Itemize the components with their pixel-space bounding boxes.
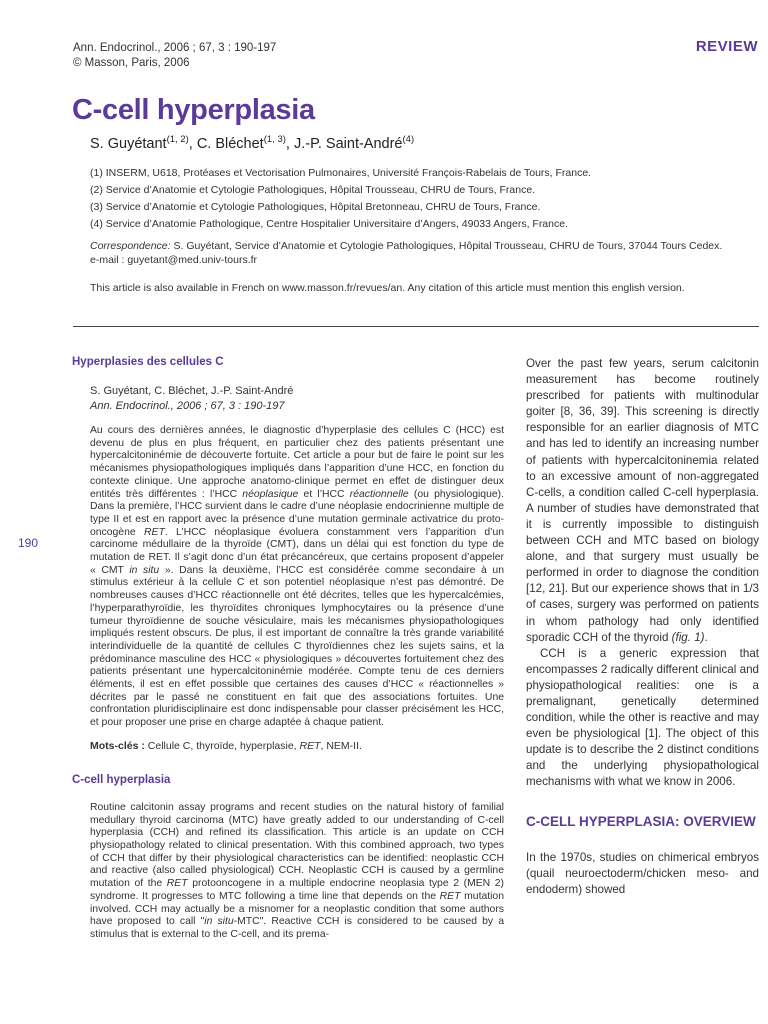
journal-reference [73,41,276,71]
french-abstract-text: Au cours des dernières années, le diagnostic d’hyperplasie des cellules C (HCC) est devenu de plus en plus fréquent, en particulier chez des patients présentant une hypercalcitoninémie de découverte fortuite. Cet article a pour but de faire le point sur les mécanismes physiopathologiques impliqués dans l’apparition d’une HCC, en fonction du contexte clinique. Une approche anatomo-clinique permet en effet de distinguer deux entités très différentes : l’HCC néoplasique et l’HCC réactionnelle (ou physiologique). Dans la première, l’HCC survient dans le cadre d’une néoplasie endocrinienne multiple de type II et est en rapport avec la présence d’une mutation germinale activatrice du proto-oncogène RET. L’HCC néoplasique évoluera constamment vers l’apparition d’un carcinome médullaire de la thyroïde (CMT), dans un délai qui est fonction du type de mutation de RET. Il s’agit donc d’un état précancéreux, que certains proposent d’appeler « CMT in situ ». Dans la deuxième, l’HCC est considérée comme secondaire à un stimulus extérieur à la cellule C et son potentiel néoplasique n’est pas démontré. De nombreuses causes d’HCC réactionnelle ont été décrites, telles que les hypercalcémies, l’hyperparathyroïdie, les thyroïdites chroniques lymphocytaires ou la présence d’une tumeur thyroïdienne de souche vésiculaire, mais les mécanismes physiopathologiques impliqués restent obscurs. De plus, il est important de connaître la très grande variabilité interindividuelle de la quantité de cellules C thyroïdiennes chez les sujets sains, et la prédominance masculine des HCC « physiologiques » découvertes fortuitement chez des patients présentant une hypercalcitoninémie modérée. Compte tenu de ces derniers éléments, il est en effet possible que certaines des causes d’HCC « réactionnelles » décrites par le passé ne constituent en fait que des associations fortuites. Une confrontation pluridisciplinaire est donc indispensable pour classer précisément les HCC, et pour proposer une prise en charge adaptée à chaque patient. [90,425,504,729]
keywords-label: Mots-clés : [90,739,148,752]
article-title: C-cell hyperplasia [72,94,315,126]
correspondence-email: e-mail : guyetant@med.univ-tours.fr [90,253,258,266]
section-heading-overview: C-CELL HYPERPLASIA: OVERVIEW [526,813,756,829]
body-paragraph: In the 1970s, studies on chimerical embryos (quail neuroectoderm/chicken meso- and endoderm) showed [526,850,759,896]
author-affil-ref: (1, 2) [166,134,189,146]
journal-citation: Ann. Endocrinol., 2006 ; 67, 3 : 190-197 [73,42,277,54]
affiliations [90,165,591,233]
author-name: , J.-P. Saint-André [285,136,403,152]
affiliation-item: (3) Service d’Anatomie et Cytologie Pathologiques, Hôpital Bretonneau, CHRU de Tours, France. [90,201,541,213]
author-name: , C. Bléchet [188,136,264,152]
availability-note: This article is also available in French on www.masson.fr/revues/an. Any citation of this article must mention this english version. [90,282,685,294]
affiliation-item: (2) Service d’Anatomie et Cytologie Pathologiques, Hôpital Trousseau, CHRU de Tours, France. [90,184,536,196]
page-number: 190 [18,536,39,550]
body-column [526,356,759,898]
copyright-line: © Masson, Paris, 2006 [73,57,190,69]
french-abstract-reference: Ann. Endocrinol., 2006 ; 67, 3 : 190-197 [90,400,285,412]
header-divider [73,326,759,327]
correspondence-address: S. Guyétant, Service d’Anatomie et Cytologie Pathologiques, Hôpital Trousseau, CHRU de Tours, 37044 Tours Cedex. [170,240,723,252]
author-affil-ref: (4) [402,134,415,146]
abstract-column [72,356,504,942]
correspondence-label: Correspondence: [90,240,171,252]
english-abstract-heading: C-cell hyperplasia [72,773,171,786]
correspondence [90,240,722,267]
affiliation-item: (4) Service d’Anatomie Pathologique, Centre Hospitalier Universitaire d’Angers, 49033 Angers, France. [90,218,568,230]
body-paragraph: CCH is a generic expression that encompasses 2 radically different clinical and physiopathological realities: one is a premalignant, genetically determined condition, while the other is reactive and may even be physiological [1]. The object of this update is to describe the 2 distinct conditions and the underlying physiopathological mechanisms with what we know in 2006. [526,646,759,789]
figure-reference: (fig. 1) [671,630,705,644]
french-abstract-heading: Hyperplasies des cellules C [72,356,224,368]
english-abstract-text: Routine calcitonin assay programs and recent studies on the natural history of familial medullary thyroid carcinoma (MTC) have greatly added to our understanding of C-cell hyperplasia (CCH) and refined its classification. This article is an update on CCH physiopathology related to clinical presentation. With this combined approach, two types of CCH that differ by their physiological characteristics can be identified: neoplastic CCH and reactive (also called physiological) CCH. Neoplastic CCH is caused by a germline mutation of the RET protooncogene in a multiple endocrine neoplasia type 2 (MEN 2) syndrome. It progresses to MTC following a time line that depends on the RET mutation involved. CCH may actually be a misnomer for a neoplastic condition that some authors have proposed to call "in situ-MTC". Reactive CCH is considered to be caused by a stimulus that is external to the C-cell, and its prema- [90,801,505,940]
section-label: REVIEW [695,38,758,55]
french-keywords: Mots-clés : Cellule C, thyroïde, hyperplasie, RET, NEM-II. [90,739,362,752]
body-paragraph: Over the past few years, serum calcitonin measurement has become routinely prescribed for patients with multinodular goiter [8, 36, 39]. This screening is directly responsible for an earlier diagnosis of MTC and has led to identify an increasing number of patients with hypercalcitoninemia related to an excessive amount of non-aggregated C-cells, a condition called C-cell hyperplasia. A number of studies have demonstrated that it is currently impossible to distinguish between CCH and MTC based on biology alone, and that surgery must usually be performed in order to diagnose the condition [12, 21]. But our experience shows that in 1/3 of cases, surgery was performed on patients in whom pathology had only identified sporadic CCH of the thyroid (fig. 1). [526,357,759,644]
french-abstract-authors: S. Guyétant, C. Bléchet, J.-P. Saint-André [90,385,294,397]
author-name: S. Guyétant [90,136,167,152]
author-list [90,136,414,152]
affiliation-item: (1) INSERM, U618, Protéases et Vectorisation Pulmonaires, Université François-Rabelais de Tours, France. [90,167,592,179]
author-affil-ref: (1, 3) [263,134,286,146]
